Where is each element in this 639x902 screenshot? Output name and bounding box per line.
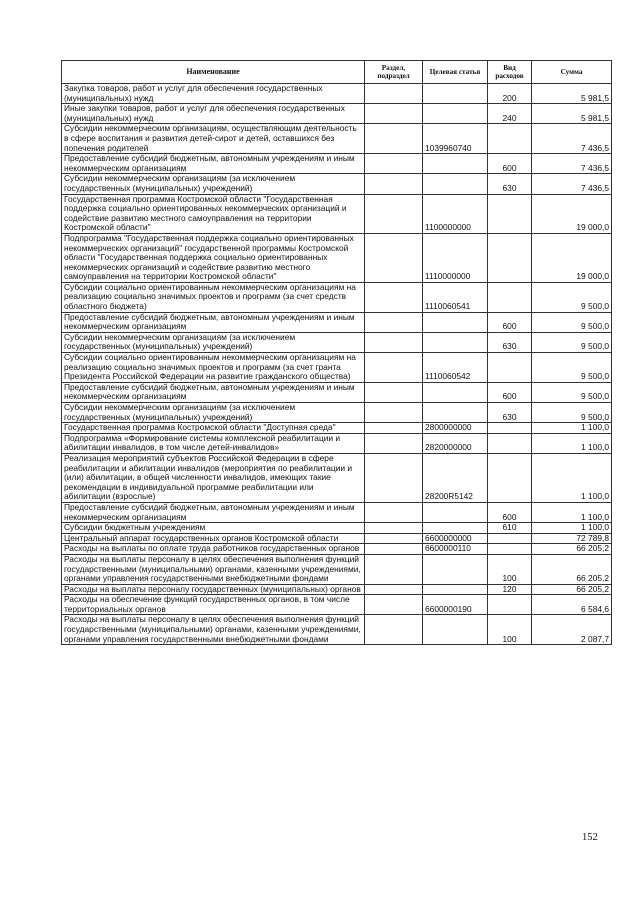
cell-section (365, 104, 423, 124)
table-row (62, 544, 612, 555)
cell-name: Реализация мероприятий субъектов Российской Федерации в сфере реабилитации и абилитации инвалидов (мероприятия по реабилитации и (или) абилитации, в общей численности инвалидов, имеющих такие рекомендации в индивидуальной программе реабилитации или абилитации (взрослые) (62, 453, 365, 502)
cell-name: Субсидии некоммерческим организациям, осуществляющим деятельность в сфере воспитания и развития детей-сирот и детей, оставшихся без попечения родителей (62, 124, 365, 154)
budget-table (61, 60, 612, 645)
table-row (62, 353, 612, 383)
cell-amount: 9 500,0 (532, 403, 612, 423)
table-row (62, 615, 612, 645)
cell-expense (488, 353, 532, 383)
cell-target (423, 523, 488, 534)
cell-section (365, 84, 423, 104)
cell-section (365, 403, 423, 423)
cell-target (423, 312, 488, 332)
cell-expense: 630 (488, 403, 532, 423)
table-row (62, 554, 612, 584)
table-row (62, 194, 612, 233)
cell-name: Субсидии некоммерческим организациям (за исключением государственных (муниципальных) учреждений) (62, 403, 365, 423)
cell-section (365, 533, 423, 544)
page-number: 152 (582, 832, 598, 843)
table-body (62, 84, 612, 645)
cell-section (365, 382, 423, 402)
cell-target: 28200R5142 (423, 453, 488, 502)
cell-target (423, 382, 488, 402)
cell-name: Закупка товаров, работ и услуг для обеспечения государственных (муниципальных) нужд (62, 84, 365, 104)
table-row (62, 124, 612, 154)
cell-target (423, 554, 488, 584)
cell-amount: 1 100,0 (532, 423, 612, 434)
cell-target: 6600000190 (423, 595, 488, 615)
cell-name: Расходы на выплаты персоналу в целях обеспечения выполнения функций государственными (муниципальными) органами, казенными учреждениями, органами управления государственными внебюджетными фондами (62, 615, 365, 645)
cell-section (365, 523, 423, 534)
table-row (62, 233, 612, 282)
table-row (62, 502, 612, 522)
cell-amount: 7 436,5 (532, 174, 612, 194)
cell-target: 1110060542 (423, 353, 488, 383)
cell-amount: 66 205,2 (532, 544, 612, 555)
cell-expense: 630 (488, 174, 532, 194)
cell-name: Субсидии социально ориентированным некоммерческим организациям на реализацию социально значимых проектов и программ (за счет средств областного бюджета) (62, 282, 365, 312)
cell-name: Предоставление субсидий бюджетным, автономным учреждениям и иным некоммерческим организациям (62, 312, 365, 332)
header-section: Раздел, подраздел (365, 61, 423, 84)
cell-expense: 630 (488, 332, 532, 352)
cell-name: Предоставление субсидий бюджетным, автономным учреждениям и иным некоммерческим организациям (62, 502, 365, 522)
table-row (62, 433, 612, 453)
cell-target (423, 584, 488, 595)
cell-section (365, 554, 423, 584)
cell-expense (488, 453, 532, 502)
cell-target (423, 174, 488, 194)
cell-amount: 19 000,0 (532, 194, 612, 233)
cell-section (365, 544, 423, 555)
cell-expense: 200 (488, 84, 532, 104)
cell-target (423, 154, 488, 174)
cell-name: Подпрограмма «Формирование системы комплексной реабилитации и абилитации инвалидов, в том числе детей-инвалидов» (62, 433, 365, 453)
cell-amount: 9 500,0 (532, 353, 612, 383)
header-target: Целевая статья (423, 61, 488, 84)
cell-name: Расходы на выплаты персоналу государственных (муниципальных) органов (62, 584, 365, 595)
table-row (62, 154, 612, 174)
cell-section (365, 453, 423, 502)
cell-amount: 5 981,5 (532, 84, 612, 104)
cell-name: Расходы на выплаты по оплате труда работников государственных органов (62, 544, 365, 555)
cell-target: 1110060541 (423, 282, 488, 312)
cell-expense (488, 194, 532, 233)
cell-amount: 1 100,0 (532, 433, 612, 453)
cell-expense: 600 (488, 154, 532, 174)
cell-section (365, 433, 423, 453)
cell-section (365, 502, 423, 522)
cell-name: Субсидии бюджетным учреждениям (62, 523, 365, 534)
cell-target: 1039960740 (423, 124, 488, 154)
cell-section (365, 423, 423, 434)
cell-expense (488, 423, 532, 434)
cell-section (365, 615, 423, 645)
table-row (62, 423, 612, 434)
cell-amount: 9 500,0 (532, 312, 612, 332)
cell-expense (488, 124, 532, 154)
cell-amount: 66 205,2 (532, 584, 612, 595)
table-row (62, 282, 612, 312)
cell-name: Предоставление субсидий бюджетным, автономным учреждениям и иным некоммерческим организациям (62, 382, 365, 402)
table-row (62, 104, 612, 124)
cell-amount: 9 500,0 (532, 282, 612, 312)
cell-target: 2820000000 (423, 433, 488, 453)
table-row (62, 312, 612, 332)
table-row (62, 84, 612, 104)
table-row (62, 584, 612, 595)
table-row (62, 174, 612, 194)
cell-target (423, 332, 488, 352)
cell-amount: 72 789,8 (532, 533, 612, 544)
cell-section (365, 332, 423, 352)
cell-name: Субсидии некоммерческим организациям (за исключением государственных (муниципальных) учреждений) (62, 174, 365, 194)
cell-section (365, 282, 423, 312)
cell-expense (488, 233, 532, 282)
cell-expense: 100 (488, 554, 532, 584)
cell-name: Государственная программа Костромской области "Доступная среда" (62, 423, 365, 434)
table-row (62, 453, 612, 502)
cell-expense (488, 533, 532, 544)
cell-expense (488, 595, 532, 615)
cell-section (365, 595, 423, 615)
cell-target (423, 502, 488, 522)
cell-amount: 6 584,6 (532, 595, 612, 615)
cell-name: Подпрограмма "Государственная поддержка социально ориентированных некоммерческих организаций" государственной программы Костромской области "Государственная поддержка социально ориентированных некоммерческих организаций и содействие развитию местного самоуправления на территории Костромской области" (62, 233, 365, 282)
cell-target: 2800000000 (423, 423, 488, 434)
table-row (62, 595, 612, 615)
cell-expense: 600 (488, 502, 532, 522)
cell-target: 6600000000 (423, 533, 488, 544)
cell-amount: 9 500,0 (532, 382, 612, 402)
cell-section (365, 312, 423, 332)
cell-section (365, 154, 423, 174)
table-row (62, 403, 612, 423)
cell-expense (488, 433, 532, 453)
cell-expense: 240 (488, 104, 532, 124)
cell-section (365, 124, 423, 154)
cell-section (365, 353, 423, 383)
cell-name: Расходы на выплаты персоналу в целях обеспечения выполнения функций государственными (муниципальными) органами, казенными учреждениями, органами управления государственными внебюджетными фондами (62, 554, 365, 584)
cell-expense (488, 282, 532, 312)
cell-expense (488, 544, 532, 555)
cell-expense: 600 (488, 312, 532, 332)
cell-target: 1110000000 (423, 233, 488, 282)
table-row (62, 523, 612, 534)
cell-amount: 9 500,0 (532, 332, 612, 352)
cell-name: Субсидии социально ориентированным некоммерческим организациям на реализацию социально значимых проектов и программ (за счет гранта Президента Российской Федерации на развитие гражданского общества) (62, 353, 365, 383)
cell-amount: 2 087,7 (532, 615, 612, 645)
table-row (62, 382, 612, 402)
cell-name: Субсидии некоммерческим организациям (за исключением государственных (муниципальных) учреждений) (62, 332, 365, 352)
cell-target (423, 84, 488, 104)
cell-section (365, 233, 423, 282)
cell-name: Центральный аппарат государственных органов Костромской области (62, 533, 365, 544)
cell-section (365, 194, 423, 233)
header-expense: Вид расходов (488, 61, 532, 84)
table-row (62, 332, 612, 352)
cell-amount: 7 436,5 (532, 124, 612, 154)
cell-amount: 1 100,0 (532, 502, 612, 522)
cell-expense: 600 (488, 382, 532, 402)
table-header-row (62, 61, 612, 84)
cell-target: 6600000110 (423, 544, 488, 555)
cell-amount: 66 205,2 (532, 554, 612, 584)
cell-target: 1100000000 (423, 194, 488, 233)
table-row (62, 533, 612, 544)
cell-amount: 19 000,0 (532, 233, 612, 282)
cell-target (423, 403, 488, 423)
cell-target (423, 104, 488, 124)
cell-section (365, 174, 423, 194)
cell-expense: 610 (488, 523, 532, 534)
cell-amount: 5 981,5 (532, 104, 612, 124)
cell-target (423, 615, 488, 645)
header-amount: Сумма (532, 61, 612, 84)
cell-name: Иные закупки товаров, работ и услуг для обеспечения государственных (муниципальных) нужд (62, 104, 365, 124)
cell-name: Государственная программа Костромской области "Государственная поддержка социально ориентированных некоммерческих организаций и содействие развитию местного самоуправления на территории Костромской области" (62, 194, 365, 233)
cell-amount: 1 100,0 (532, 523, 612, 534)
cell-amount: 7 436,5 (532, 154, 612, 174)
cell-amount: 1 100,0 (532, 453, 612, 502)
cell-expense: 120 (488, 584, 532, 595)
cell-expense: 100 (488, 615, 532, 645)
cell-name: Предоставление субсидий бюджетным, автономным учреждениям и иным некоммерческим организациям (62, 154, 365, 174)
cell-name: Расходы на обеспечение функций государственных органов, в том числе территориальных органов (62, 595, 365, 615)
cell-section (365, 584, 423, 595)
header-name: Наименование (62, 61, 365, 84)
